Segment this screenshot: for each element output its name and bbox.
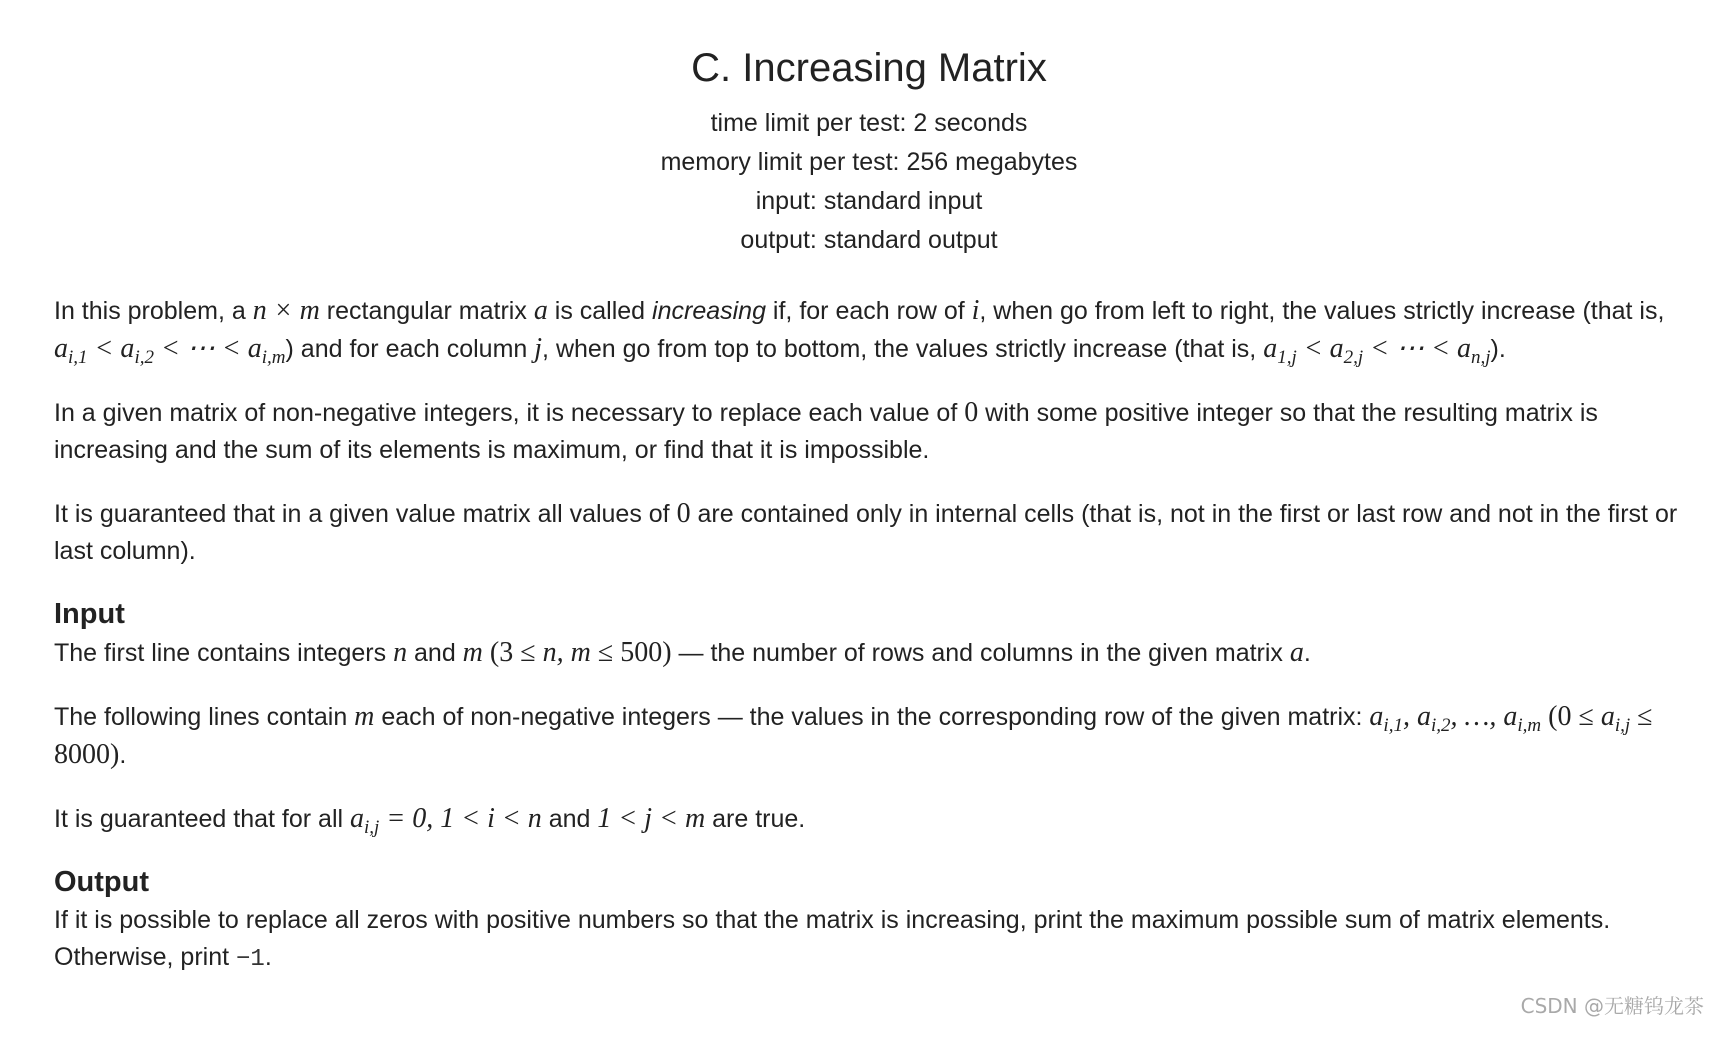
math-sub: i,j (364, 817, 380, 838)
text: are true. (705, 805, 806, 833)
math-sub: 2,j (1343, 347, 1364, 368)
code: −1 (236, 946, 265, 973)
math: i (971, 295, 980, 326)
math: 1 < j < m (597, 803, 706, 834)
text: is called (547, 297, 653, 325)
text: rectangular matrix (319, 297, 534, 325)
math-sub: n,j (1470, 347, 1491, 368)
math-part: < ⋯ < a (153, 333, 262, 364)
text: , when go from left to right, the values strictly increase (that is, (979, 297, 1665, 325)
math: 0 (964, 397, 979, 428)
output-file: output: standard output (740, 226, 998, 254)
math-sub: i,2 (134, 347, 154, 368)
math-part: , a (1402, 701, 1431, 732)
text: It is guaranteed that in a given value matrix all values of (54, 500, 677, 528)
math: ≤ 8000) (54, 701, 1653, 770)
legend-paragraph-2 (54, 394, 1684, 469)
problem-title: C. Increasing Matrix (691, 46, 1047, 90)
input-paragraph-2 (54, 698, 1684, 774)
math-part: a (1369, 701, 1384, 732)
math-part: a (1600, 701, 1615, 732)
text: . (119, 741, 127, 769)
output-paragraph-1 (54, 902, 1684, 978)
math-part: < ⋯ < a (1363, 333, 1471, 364)
text: . (264, 943, 272, 971)
legend-paragraph-1 (54, 292, 1684, 368)
math: j (534, 333, 543, 364)
input-section-title: Input (54, 598, 125, 630)
text: In a given matrix of non-negative integers, it is necessary to replace each value of (54, 399, 965, 427)
text: The following lines contain (54, 703, 355, 731)
text: — the number of rows and columns in the given matrix (671, 639, 1290, 667)
text: and (407, 639, 463, 667)
math-part: , …, a (1450, 701, 1518, 732)
math: m (462, 637, 483, 668)
math: n (393, 637, 408, 668)
input-paragraph-1 (54, 634, 1684, 672)
text: It is guaranteed that for all (54, 805, 351, 833)
text: each of non-negative integers — the values in the corresponding row of the given matrix: (374, 703, 1370, 731)
math-part: a (54, 333, 68, 364)
math: a (1289, 637, 1304, 668)
legend-paragraph-3 (54, 495, 1684, 570)
input-specification (54, 596, 1684, 838)
text: , when go from top to bottom, the values strictly increase (that is, (542, 335, 1264, 363)
math-sub: i,1 (1383, 715, 1403, 736)
output-specification (54, 864, 1684, 978)
memory-limit: memory limit per test: 256 megabytes (660, 148, 1078, 176)
input-paragraph-3 (54, 800, 1684, 838)
math: = 0, 1 < i < n (379, 803, 542, 834)
math (350, 803, 380, 838)
math-sub: i,m (261, 347, 286, 368)
math (54, 333, 286, 368)
math: ≤ 500) (590, 637, 672, 668)
math (1600, 701, 1631, 736)
math: a (533, 295, 548, 326)
text: if, for each row of (765, 297, 972, 325)
watermark: CSDN @无糖钨龙茶 (1520, 994, 1704, 1018)
text: ) and for each column (285, 335, 535, 363)
text: with some positive integer so that the resulting matrix is increasing and the sum of its elements is maximum, or find that it is impossible. (54, 399, 1598, 464)
math: n × m (252, 295, 320, 326)
time-limit: time limit per test: 2 seconds (710, 109, 1028, 137)
math: (0 ≤ (1541, 701, 1601, 732)
math (1369, 701, 1542, 736)
math: (3 ≤ (482, 637, 543, 668)
text: are contained only in internal cells (that is, not in the first or last row and not in the first or last column). (54, 500, 1678, 565)
math-sub: i,1 (68, 347, 88, 368)
text: If it is possible to replace all zeros with positive numbers so that the matrix is increasing, print the maximum possible sum of matrix elements. Otherwise, print (54, 906, 1611, 971)
math-part: a (350, 803, 365, 834)
text: In this problem, a (54, 297, 253, 325)
math-sub: i,j (1614, 715, 1631, 736)
output-section-title: Output (54, 866, 150, 898)
input-file: input: standard input (755, 187, 983, 215)
emphasis: increasing (652, 297, 766, 325)
math (1263, 333, 1491, 368)
text: and (541, 805, 598, 833)
math-sub: i,m (1517, 715, 1542, 736)
text: ). (1490, 335, 1506, 363)
math-part: a (1263, 333, 1278, 364)
text: . (1303, 639, 1311, 667)
math: n, m (542, 637, 591, 668)
text: The first line contains integers (54, 639, 394, 667)
math-part: < a (1296, 333, 1344, 364)
math: 0 (676, 498, 691, 529)
math-sub: i,2 (1430, 715, 1451, 736)
math-part: < a (87, 333, 135, 364)
math-sub: 1,j (1277, 347, 1297, 368)
problem-statement (54, 0, 1684, 1004)
legend (54, 292, 1684, 570)
math: m (354, 701, 375, 732)
problem-header (54, 0, 1684, 260)
